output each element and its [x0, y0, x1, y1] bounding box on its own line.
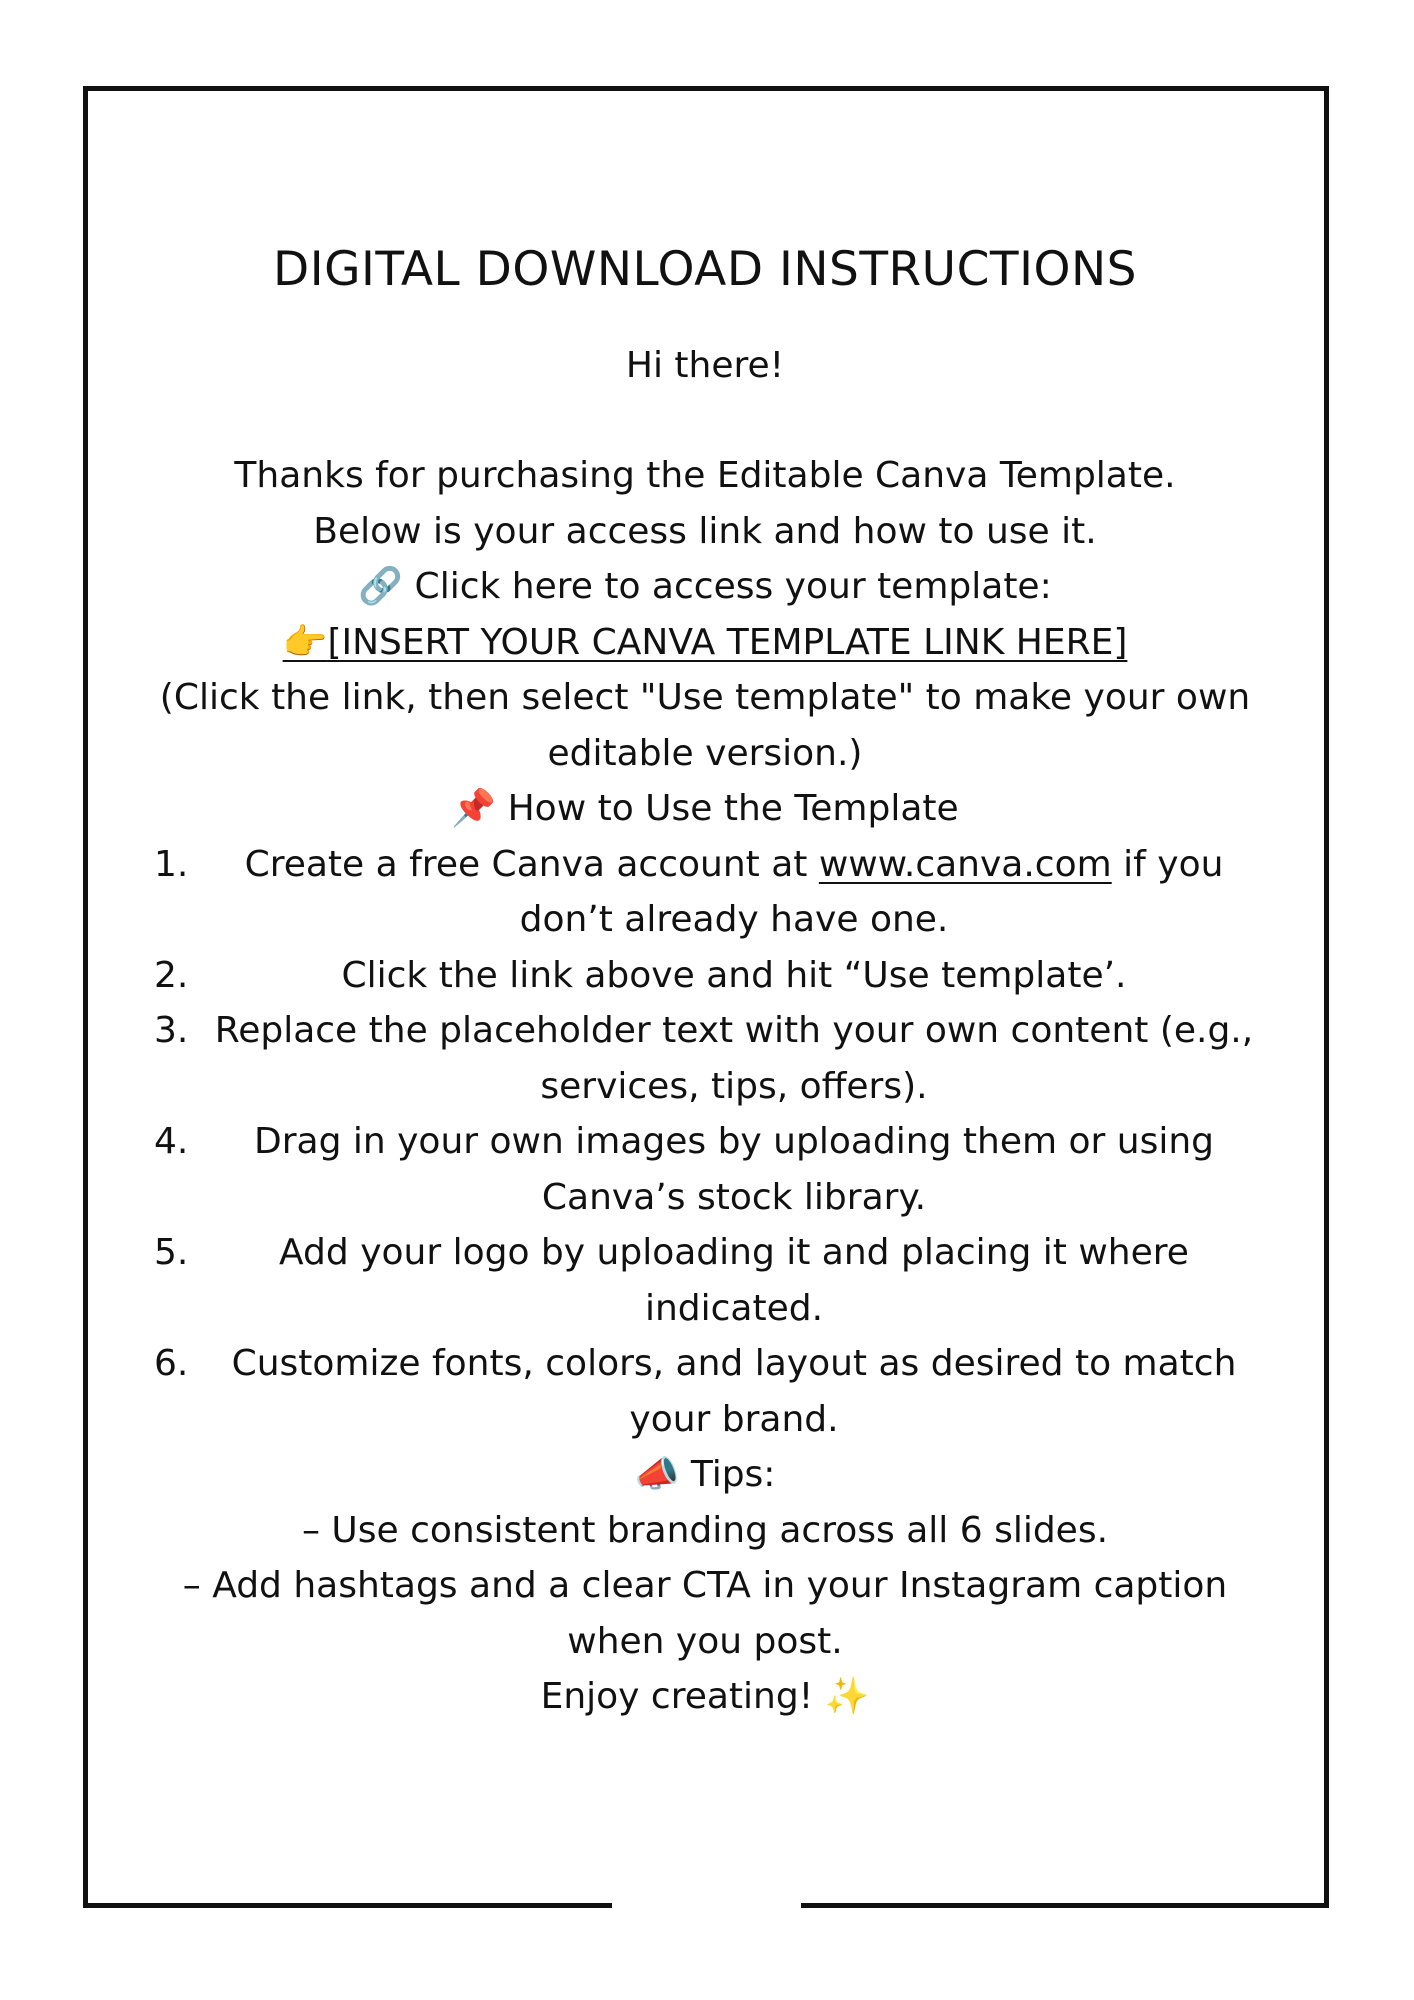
tips-heading — [130, 1447, 1280, 1503]
step-text: Customize fonts, colors, and layout as desired to match your brand. — [231, 1343, 1237, 1440]
intro-line-1: Thanks for purchasing the Editable Canva Template. — [234, 455, 1176, 496]
step-number: 6. — [154, 1343, 189, 1384]
frame-right-edge — [1324, 86, 1329, 1908]
canva-website-link[interactable]: www.canva.com — [818, 843, 1112, 885]
step-number: 1. — [154, 843, 189, 885]
greeting: Hi there! — [625, 345, 785, 386]
frame-left-edge — [83, 86, 88, 1908]
closing-text: Enjoy creating! — [540, 1676, 825, 1717]
step-text: Add your logo by uploading it and placing it where indicated. — [279, 1232, 1189, 1329]
tips-heading-text: Tips: — [679, 1454, 776, 1495]
step-number: 2. — [154, 954, 189, 996]
megaphone-icon: 📣 — [634, 1454, 680, 1495]
step-number: 5. — [154, 1232, 189, 1273]
howto-heading-text: How to Use the Template — [496, 788, 959, 829]
step-item — [130, 1003, 1280, 1114]
steps-list — [130, 837, 1280, 1448]
step-number: 4. — [154, 1121, 189, 1162]
instructions-content — [130, 230, 1280, 1725]
step-number: 3. — [154, 1010, 189, 1051]
step-item — [130, 1336, 1280, 1447]
step-item — [130, 1225, 1280, 1336]
pointing-hand-icon: 👉 — [282, 621, 328, 663]
step-text: Click the link above and hit “Use template’. — [341, 954, 1127, 996]
tip-item: – Use consistent branding across all 6 slides. — [301, 1509, 1109, 1551]
howto-heading — [130, 781, 1280, 837]
frame-bottom-left-edge — [83, 1903, 612, 1908]
pushpin-icon: 📌 — [451, 788, 497, 829]
page-title: DIGITAL DOWNLOAD INSTRUCTIONS — [273, 242, 1137, 297]
step-item — [130, 837, 1280, 948]
use-template-note: (Click the link, then select "Use template" to make your own editable version.) — [159, 677, 1251, 774]
sparkles-icon: ✨ — [824, 1676, 870, 1717]
intro-line-2: Below is your access link and how to use it. — [313, 510, 1097, 552]
template-link[interactable]: [INSERT YOUR CANVA TEMPLATE LINK HERE] — [327, 621, 1128, 663]
tip-item: – Add hashtags and a clear CTA in your Instagram caption when you post. — [182, 1565, 1228, 1662]
frame-top-edge — [83, 86, 1329, 91]
access-line — [130, 559, 1280, 615]
step-text: Replace the placeholder text with your own content (e.g., services, tips, offers). — [214, 1010, 1254, 1107]
step-item — [130, 1114, 1280, 1225]
step-item — [130, 948, 1280, 1004]
access-text: Click here to access your template: — [403, 566, 1052, 607]
step-text: Create a free Canva account at www.canva.com if you don’t already have one. — [244, 843, 1224, 940]
frame-bottom-right-edge — [801, 1903, 1329, 1908]
template-link-line[interactable] — [130, 615, 1280, 671]
link-icon: 🔗 — [358, 566, 404, 607]
closing-line — [130, 1669, 1280, 1725]
step-text: Drag in your own images by uploading them or using Canva’s stock library. — [253, 1121, 1214, 1218]
